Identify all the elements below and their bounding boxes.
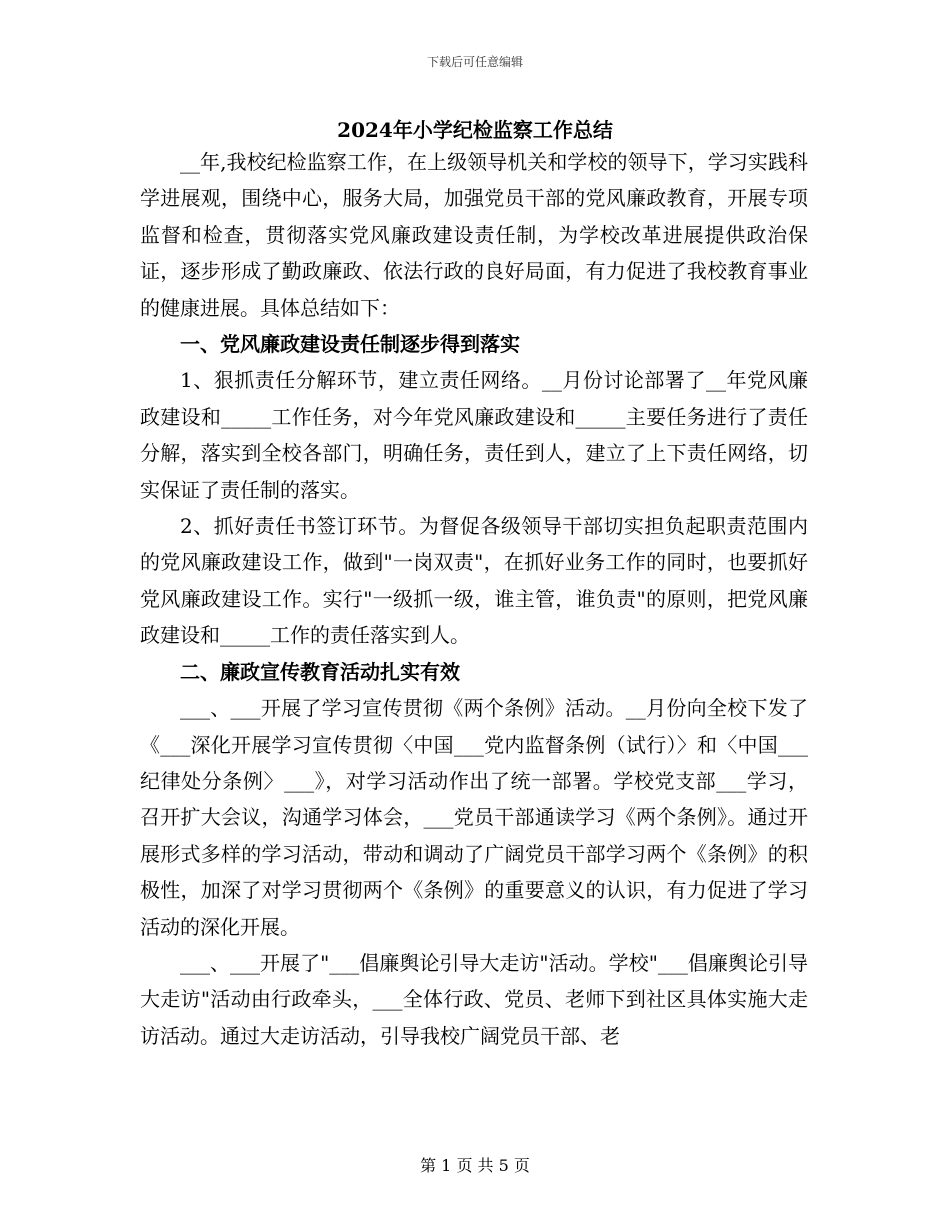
document-body	[140, 144, 808, 1054]
section-heading-1: 一、党风廉政建设责任制逐步得到落实	[180, 332, 520, 357]
section1-paragraph-2: 2、抓好责任书签订环节。为督促各级领导干部切实担负起职责范围内的党风廉政建设工作，做到"一岗双责"，在抓好业务工作的同时，也要抓好党风廉政建设工作。实行"一级抓一级，谁主管，谁负责"的原则，把党风廉政建设和_____工作的责任落实到人。	[140, 514, 808, 648]
section-heading-2: 二、廉政宣传教育活动扎实有效	[180, 659, 460, 684]
page-number: 第 1 页 共 5 页	[420, 1156, 530, 1175]
intro-paragraph: __年,我校纪检监察工作，在上级领导机关和学校的领导下，学习实践科学进展观，围绕中心，服务大局，加强党员干部的党风廉政教育，开展专项监督和检查，贯彻落实党风廉政建设责任制，为学校改革进展提供政治保证，逐步形成了勤政廉政、依法行政的良好局面，有力促进了我校教育事业的健康进展。具体总结如下：	[140, 150, 808, 320]
section2-paragraph-1: ___、___开展了学习宣传贯彻《两个条例》活动。__月份向全校下发了《___深化开展学习宣传贯彻〈中国___党内监督条例（试行）〉和〈中国___纪律处分条例〉___》，对学习活动作出了统一部署。学校党支部___学习，召开扩大会议，沟通学习体会，___党员干部通读学习《两个条例》。通过开展形式多样的学习活动，带动和调动了广阔党员干部学习两个《条例》的积极性，加深了对学习贯彻两个《条例》的重要意义的认识，有力促进了学习活动的深化开展。	[140, 696, 808, 939]
section1-paragraph-1: 1、狠抓责任分解环节，建立责任网络。__月份讨论部署了__年党风廉政建设和_____工作任务，对今年党风廉政建设和_____主要任务进行了责任分解，落实到全校各部门，明确任务，责任到人，建立了上下责任网络，切实保证了责任制的落实。	[140, 368, 808, 502]
page-header: 下载后可任意编辑	[426, 55, 523, 69]
document-title: 2024年小学纪检监察工作总结	[337, 118, 613, 142]
section2-paragraph-2: ___、___开展了"___倡廉舆论引导大走访"活动。学校"___倡廉舆论引导大走访"活动由行政牵头，___全体行政、党员、老师下到社区具体实施大走访活动。通过大走访活动，引导我校广阔党员干部、老	[140, 950, 808, 1048]
